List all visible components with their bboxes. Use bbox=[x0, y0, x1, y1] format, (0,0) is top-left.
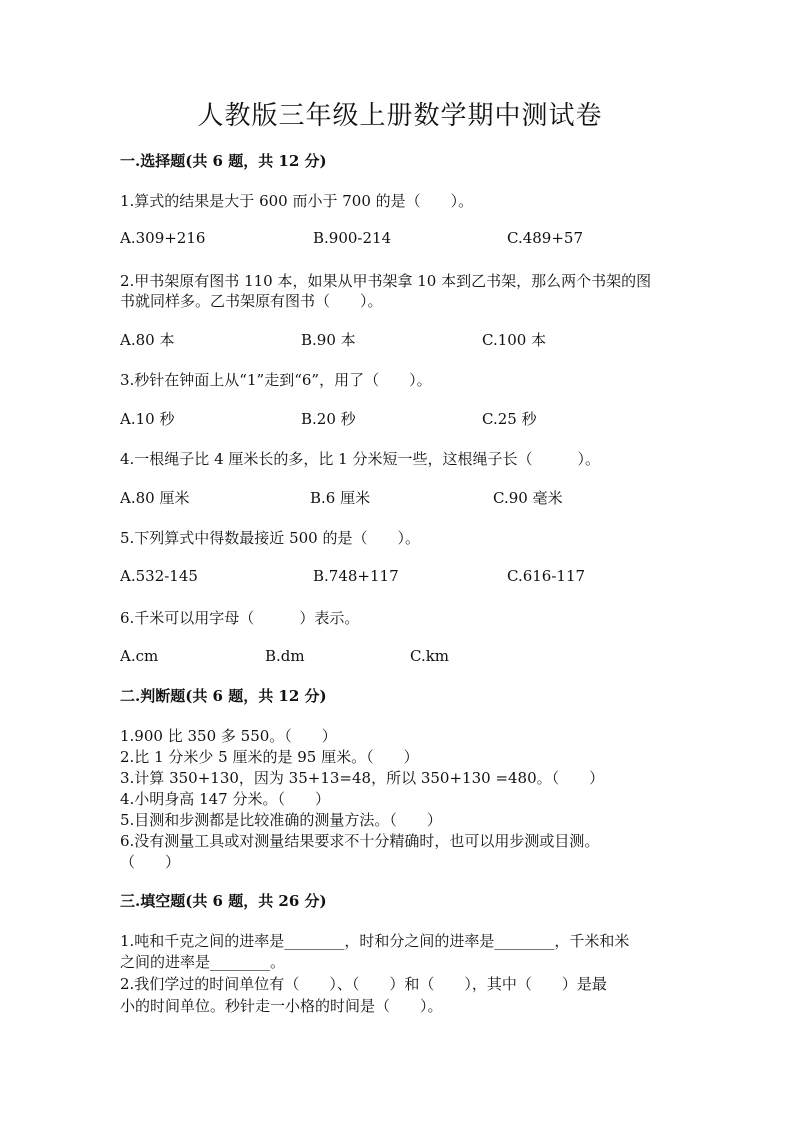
question-5: 5.下列算式中得数最接近 500 的是（ ）。 bbox=[120, 529, 420, 547]
q5-option-b: B.748+117 bbox=[313, 567, 399, 585]
q1-option-b: B.900-214 bbox=[313, 229, 392, 247]
q3-option-a: A.10 秒 bbox=[120, 410, 175, 428]
judgment-2: 2.比 1 分米少 5 厘米的是 95 厘米。（ ） bbox=[120, 748, 419, 766]
q6-option-b: B.dm bbox=[265, 647, 305, 665]
question-6: 6.千米可以用字母（ ）表示。 bbox=[120, 609, 360, 627]
q2-option-b: B.90 本 bbox=[301, 331, 356, 349]
q2-option-c: C.100 本 bbox=[482, 331, 547, 349]
q4-option-c: C.90 毫米 bbox=[493, 489, 563, 507]
question-2-line-1: 2.甲书架原有图书 110 本，如果从甲书架拿 10 本到乙书架，那么两个书架的图 bbox=[120, 272, 652, 290]
q4-option-b: B.6 厘米 bbox=[310, 489, 371, 507]
fill-1-line-2: 之间的进率是________。 bbox=[120, 953, 286, 971]
fill-1-line-1: 1.吨和千克之间的进率是________，时和分之间的进率是________，千米和米 bbox=[120, 932, 630, 950]
q4-option-a: A.80 厘米 bbox=[120, 489, 190, 507]
q5-option-a: A.532-145 bbox=[120, 567, 198, 585]
judgment-4: 4.小明身高 147 分米。（ ） bbox=[120, 790, 330, 808]
question-3: 3.秒针在钟面上从“1”走到“6”，用了（ ）。 bbox=[120, 371, 432, 389]
judgment-5: 5.目测和步测都是比较准确的测量方法。（ ） bbox=[120, 811, 442, 829]
judgment-6-blank: （ ） bbox=[120, 853, 181, 871]
judgment-3: 3.计算 350+130，因为 35+13=48，所以 350+130 =480。（ ） bbox=[120, 769, 605, 787]
q1-option-c: C.489+57 bbox=[507, 229, 583, 247]
judgment-6: 6.没有测量工具或对测量结果要求不十分精确时，也可以用步测或目测。 bbox=[120, 832, 600, 850]
q6-option-a: A.cm bbox=[120, 647, 159, 665]
section-heading-choice: 一.选择题(共 6 题，共 12 分) bbox=[120, 152, 327, 170]
fill-2-line-1: 2.我们学过的时间单位有（ ）、（ ）和（ ），其中（ ）是最 bbox=[120, 975, 607, 993]
q3-option-b: B.20 秒 bbox=[301, 410, 356, 428]
q1-option-a: A.309+216 bbox=[120, 229, 206, 247]
section-heading-judgment: 二.判断题(共 6 题，共 12 分) bbox=[120, 687, 327, 705]
q2-option-a: A.80 本 bbox=[120, 331, 175, 349]
question-2-line-2: 书就同样多。乙书架原有图书（ ）。 bbox=[120, 292, 383, 310]
q6-option-c: C.km bbox=[410, 647, 450, 665]
section-heading-fill: 三.填空题(共 6 题，共 26 分) bbox=[120, 892, 327, 910]
fill-2-line-2: 小的时间单位。秒针走一小格的时间是（ ）。 bbox=[120, 997, 443, 1015]
judgment-1: 1.900 比 350 多 550。（ ） bbox=[120, 727, 337, 745]
page-title: 人教版三年级上册数学期中测试卷 bbox=[197, 101, 603, 131]
question-1: 1.算式的结果是大于 600 而小于 700 的是（ ）。 bbox=[120, 192, 474, 210]
question-4: 4.一根绳子比 4 厘米长的多，比 1 分米短一些，这根绳子长（ ）。 bbox=[120, 450, 600, 468]
q3-option-c: C.25 秒 bbox=[482, 410, 537, 428]
q5-option-c: C.616-117 bbox=[507, 567, 586, 585]
